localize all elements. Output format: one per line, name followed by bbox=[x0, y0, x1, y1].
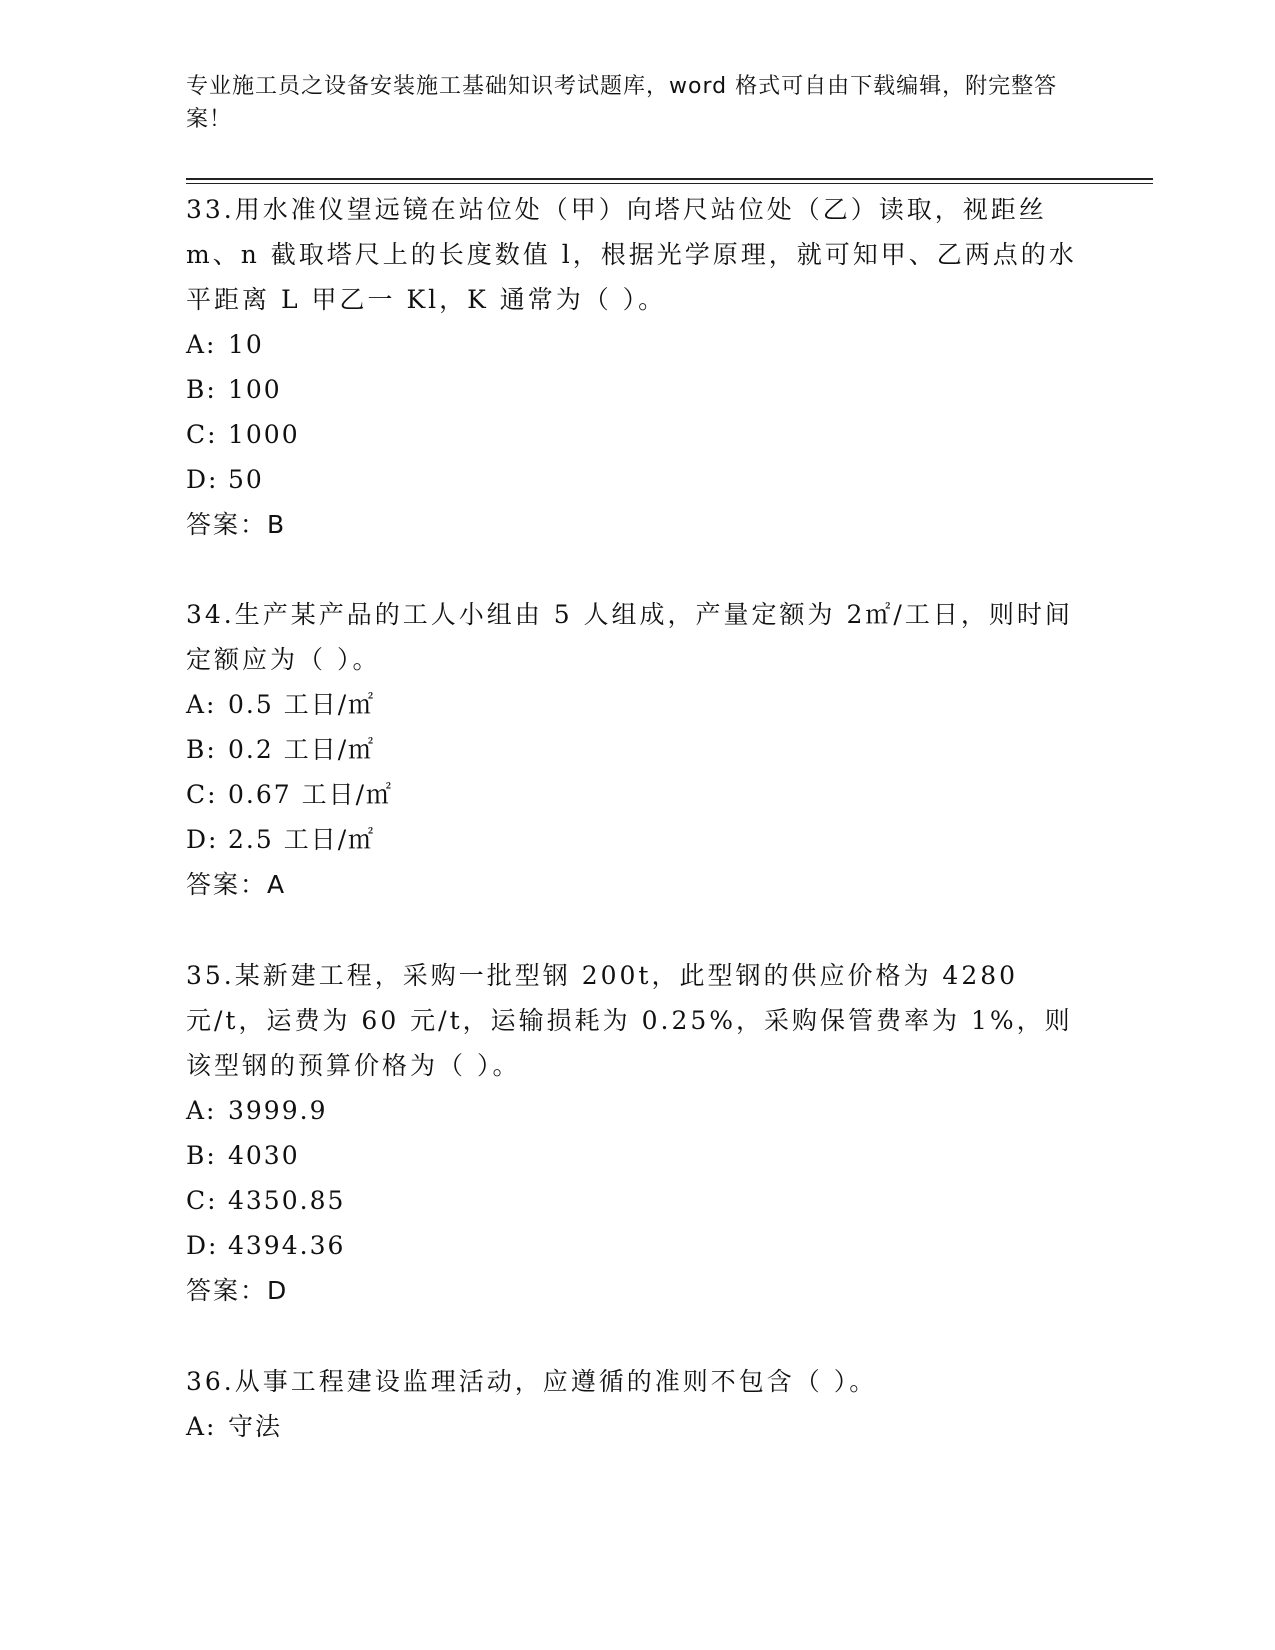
option-b bbox=[186, 727, 1086, 772]
option-label: B: bbox=[186, 375, 217, 404]
option-c bbox=[186, 412, 1086, 457]
answer: 答案：A bbox=[186, 870, 287, 899]
option-label: B: bbox=[186, 735, 217, 764]
option-value: 4394.36 bbox=[228, 1231, 346, 1260]
option-value: 100 bbox=[228, 375, 282, 404]
option-a bbox=[186, 1088, 1086, 1133]
option-value: 4350.85 bbox=[228, 1186, 346, 1215]
option-value: 0.5 工日/㎡ bbox=[228, 690, 376, 719]
question-text: 33.用水准仪望远镜在站位处（甲）向塔尺站位处（乙）读取，视距丝m、n 截取塔尺上的长度数值 l，根据光学原理，就可知甲、乙两点的水平距离 L 甲乙一 Kl，K 通常为（ ）。 bbox=[186, 195, 1077, 314]
question-text: 36.从事工程建设监理活动，应遵循的准则不包含（ ）。 bbox=[186, 1367, 878, 1396]
question-36 bbox=[186, 1359, 1086, 1449]
option-d bbox=[186, 817, 1086, 862]
option-b bbox=[186, 367, 1086, 412]
option-a bbox=[186, 682, 1086, 727]
option-label: D: bbox=[186, 465, 219, 494]
option-label: C: bbox=[186, 1186, 218, 1215]
answer: 答案：D bbox=[186, 1276, 289, 1305]
header-divider-thick bbox=[186, 178, 1153, 180]
option-value: 4030 bbox=[228, 1141, 300, 1170]
option-label: A: bbox=[186, 690, 217, 719]
option-c bbox=[186, 772, 1086, 817]
option-label: A: bbox=[186, 1096, 217, 1125]
option-value: 50 bbox=[228, 465, 264, 494]
option-value: 1000 bbox=[228, 420, 300, 449]
question-33 bbox=[186, 187, 1086, 547]
option-label: A: bbox=[186, 1412, 217, 1441]
option-value: 0.2 工日/㎡ bbox=[228, 735, 376, 764]
option-a bbox=[186, 1404, 1086, 1449]
option-a bbox=[186, 322, 1086, 367]
option-label: B: bbox=[186, 1141, 217, 1170]
option-d bbox=[186, 1223, 1086, 1268]
option-d bbox=[186, 457, 1086, 502]
header-divider-thin bbox=[186, 183, 1153, 184]
question-text: 34.生产某产品的工人小组由 5 人组成，产量定额为 2㎡/工日，则时间定额应为（ ）。 bbox=[186, 600, 1073, 674]
option-value: 2.5 工日/㎡ bbox=[228, 825, 376, 854]
option-label: D: bbox=[186, 825, 219, 854]
answer: 答案：B bbox=[186, 510, 287, 539]
option-label: D: bbox=[186, 1231, 219, 1260]
option-label: C: bbox=[186, 780, 218, 809]
question-35 bbox=[186, 953, 1086, 1313]
question-text: 35.某新建工程，采购一批型钢 200t，此型钢的供应价格为 4280 元/t，运费为 60 元/t，运输损耗为 0.25%，采购保管费率为 1%，则该型钢的预算价格为（ ）。 bbox=[186, 961, 1073, 1080]
option-value: 3999.9 bbox=[228, 1096, 328, 1125]
option-label: A: bbox=[186, 330, 217, 359]
question-34 bbox=[186, 592, 1086, 907]
option-label: C: bbox=[186, 420, 218, 449]
option-value: 守法 bbox=[228, 1412, 283, 1441]
document-intro: 专业施工员之设备安装施工基础知识考试题库，word 格式可自由下载编辑，附完整答案！ bbox=[186, 74, 1058, 132]
option-c bbox=[186, 1178, 1086, 1223]
option-value: 10 bbox=[228, 330, 264, 359]
option-b bbox=[186, 1133, 1086, 1178]
option-value: 0.67 工日/㎡ bbox=[228, 780, 394, 809]
